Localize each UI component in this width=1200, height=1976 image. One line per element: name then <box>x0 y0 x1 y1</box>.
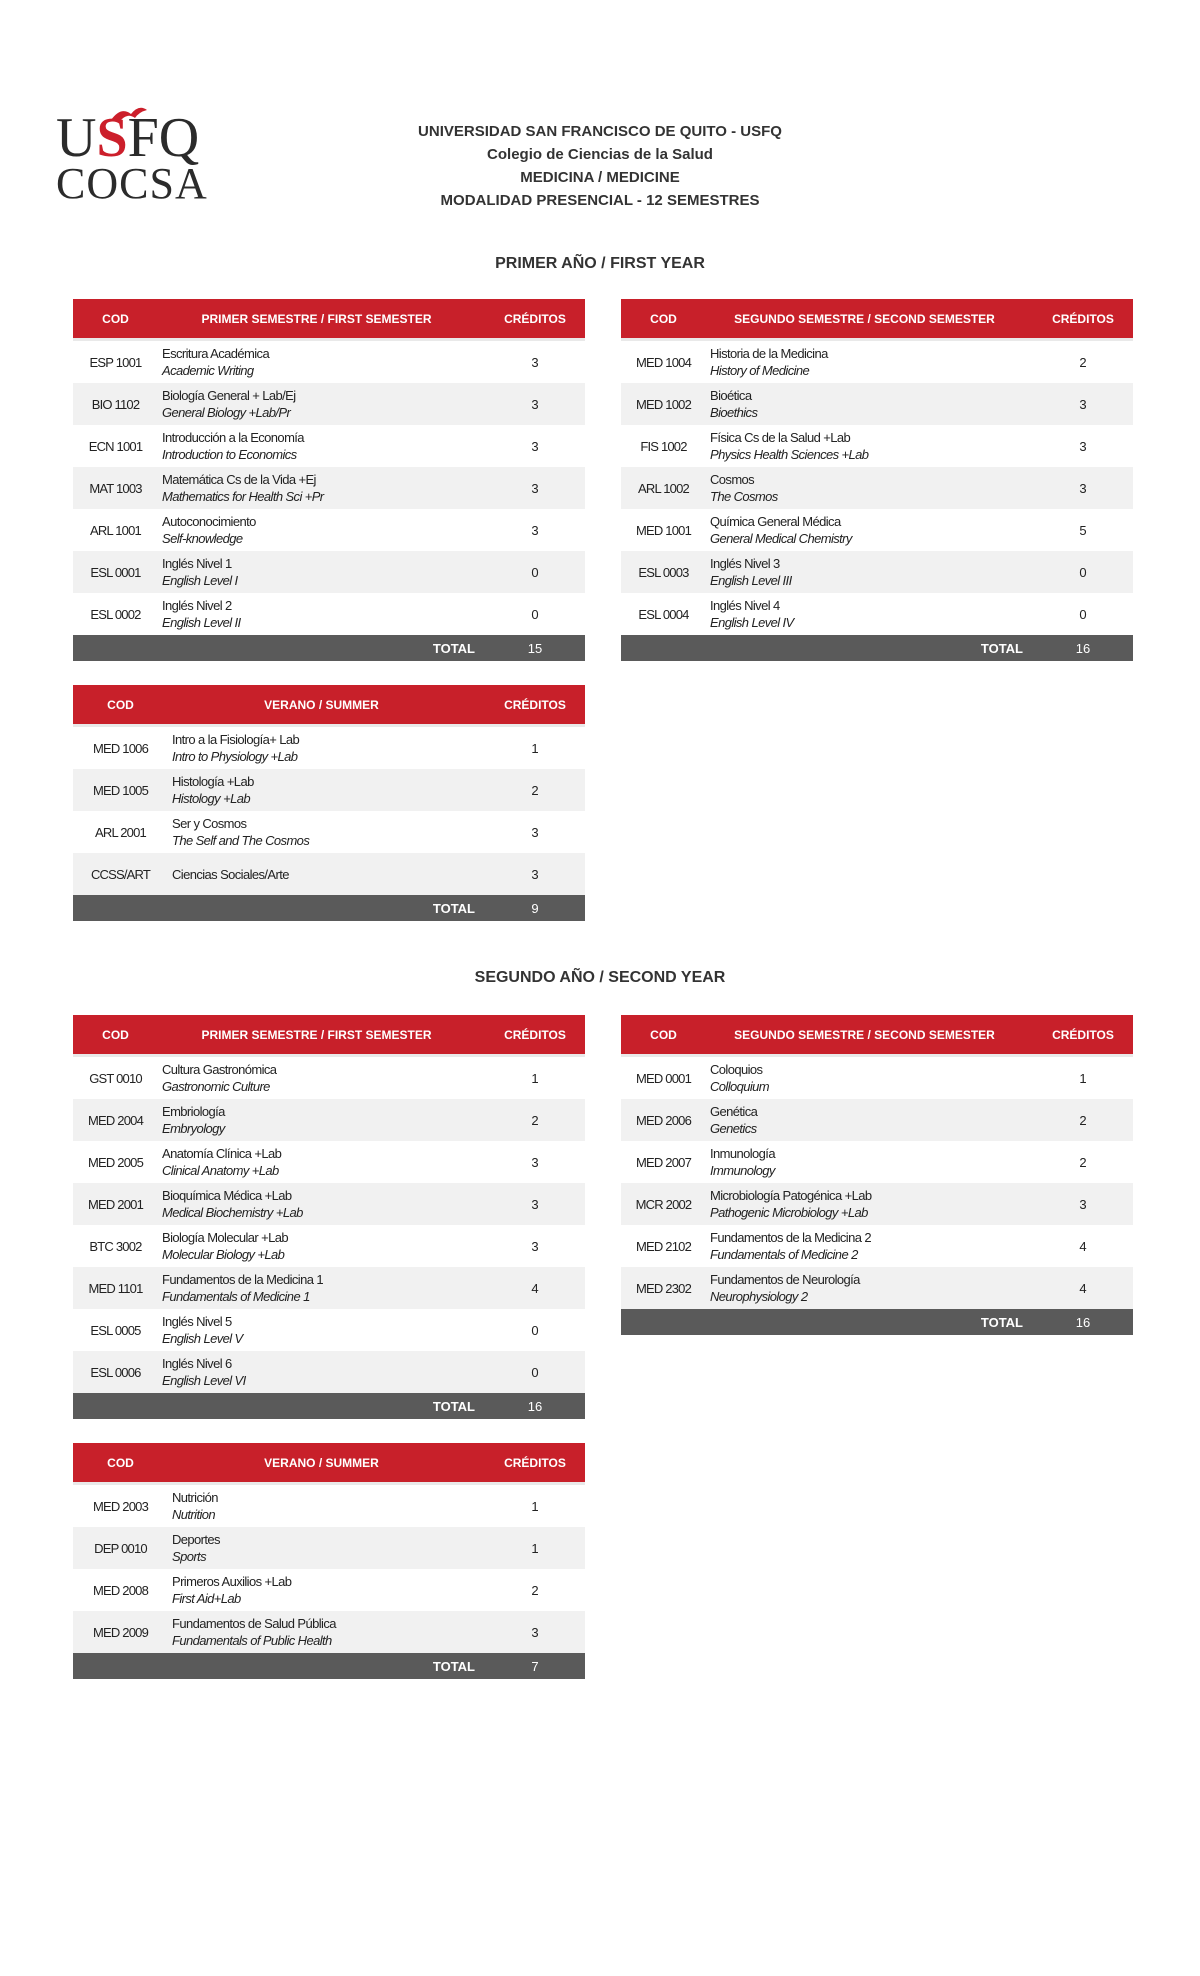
course-name-es: Química General Médica <box>710 514 841 529</box>
course-row <box>621 1183 1133 1225</box>
course-credits: 0 <box>531 1322 539 1338</box>
total-label: TOTAL <box>432 1658 475 1674</box>
course-row <box>73 853 585 895</box>
course-credits: 4 <box>1079 1238 1087 1254</box>
course-name <box>706 1061 1033 1095</box>
course-credits: 2 <box>1079 1154 1087 1170</box>
course-row <box>621 467 1133 509</box>
column-header-creditos: CRÉDITOS <box>504 1027 566 1042</box>
course-code: MED 2102 <box>635 1238 692 1254</box>
course-credits: 3 <box>531 1624 539 1640</box>
course-name-en: English Level IV <box>710 615 794 630</box>
course-name <box>158 1229 485 1263</box>
course-code: ARL 1002 <box>638 480 689 496</box>
total-label: TOTAL <box>432 640 475 656</box>
course-code: MAT 1003 <box>89 480 142 496</box>
course-name-es: Física Cs de la Salud +Lab <box>710 430 851 445</box>
course-row <box>621 383 1133 425</box>
course-credits: 3 <box>531 1238 539 1254</box>
course-row <box>621 425 1133 467</box>
course-name-es: Introducción a la Economía <box>162 430 304 445</box>
course-name-es: Historia de la Medicina <box>710 346 828 361</box>
course-name <box>158 1271 485 1305</box>
course-code: ARL 2001 <box>95 824 146 840</box>
column-header-semester: VERANO / SUMMER <box>264 1455 379 1470</box>
course-name <box>168 1573 485 1607</box>
course-row <box>621 1099 1133 1141</box>
course-row <box>621 1225 1133 1267</box>
course-name-en: Fundamentals of Public Health <box>172 1633 332 1648</box>
column-header-cod: COD <box>650 311 677 326</box>
course-name <box>706 1103 1033 1137</box>
course-code: MED 2006 <box>635 1112 692 1128</box>
course-row <box>621 593 1133 635</box>
table-total-row <box>73 1393 585 1419</box>
course-credits: 3 <box>531 438 539 454</box>
course-name-en: Medical Biochemistry +Lab <box>162 1205 303 1220</box>
university-name: UNIVERSIDAD SAN FRANCISCO DE QUITO - USFQ <box>418 123 782 140</box>
column-header-creditos: CRÉDITOS <box>504 311 566 326</box>
course-code: MED 2009 <box>92 1624 149 1640</box>
course-name-es: Matemática Cs de la Vida +Ej <box>162 472 316 487</box>
course-name-es: Coloquios <box>710 1062 763 1077</box>
course-name-es: Ciencias Sociales/Arte <box>172 866 289 882</box>
course-name-en: Intro to Physiology +Lab <box>172 749 298 764</box>
course-credits: 1 <box>531 1540 539 1556</box>
course-credits: 0 <box>1079 606 1087 622</box>
course-row <box>621 1267 1133 1309</box>
course-name-es: Primeros Auxilios +Lab <box>172 1574 292 1589</box>
course-name <box>168 1531 485 1565</box>
course-name-en: English Level II <box>162 615 241 630</box>
course-code: MED 2003 <box>92 1498 149 1514</box>
course-name-es: Inglés Nivel 6 <box>162 1356 232 1371</box>
column-header-semester: SEGUNDO SEMESTRE / SECOND SEMESTER <box>734 1027 995 1042</box>
program-modality: MODALIDAD PRESENCIAL - 12 SEMESTRES <box>440 192 760 209</box>
table-total-row <box>73 1653 585 1679</box>
course-name <box>168 773 485 807</box>
course-row <box>73 1611 585 1653</box>
course-code: MED 2001 <box>87 1196 144 1212</box>
course-name-es: Biología Molecular +Lab <box>162 1230 289 1245</box>
course-credits: 1 <box>531 1070 539 1086</box>
document-header <box>300 120 900 212</box>
course-name-es: Bioquímica Médica +Lab <box>162 1188 292 1203</box>
course-code: CCSS/ART <box>90 866 151 882</box>
column-header-cod: COD <box>102 311 129 326</box>
course-credits: 3 <box>531 824 539 840</box>
column-header-cod: COD <box>107 1455 134 1470</box>
course-name <box>158 555 485 589</box>
table-header <box>73 1443 585 1485</box>
column-header-creditos: CRÉDITOS <box>504 1455 566 1470</box>
course-row <box>621 1057 1133 1099</box>
course-name-en: Genetics <box>710 1121 757 1136</box>
table-total-row <box>621 1309 1133 1335</box>
course-code: MED 2008 <box>92 1582 149 1598</box>
course-name-es: Inglés Nivel 4 <box>710 598 780 613</box>
course-table-y2-first-semester <box>73 1015 585 1419</box>
course-name-en: English Level I <box>162 573 238 588</box>
course-name-en: Immunology <box>710 1163 775 1178</box>
course-credits: 2 <box>531 782 539 798</box>
course-name-es: Intro a la Fisiología+ Lab <box>172 732 300 747</box>
course-name-en: Nutrition <box>172 1507 216 1522</box>
total-credits: 16 <box>1075 640 1091 656</box>
course-name-en: Histology +Lab <box>172 791 250 806</box>
course-credits: 2 <box>1079 354 1087 370</box>
course-code: MCR 2002 <box>635 1196 692 1212</box>
course-credits: 3 <box>1079 396 1087 412</box>
course-name-es: Fundamentos de Salud Pública <box>172 1616 336 1631</box>
course-name-en: Colloquium <box>710 1079 770 1094</box>
course-code: MED 1004 <box>635 354 692 370</box>
course-name-en: First Aid+Lab <box>172 1591 241 1606</box>
course-credits: 3 <box>1079 438 1087 454</box>
course-code: MED 2005 <box>87 1154 144 1170</box>
table-header <box>621 1015 1133 1057</box>
course-credits: 2 <box>531 1112 539 1128</box>
course-code: ESL 0003 <box>638 564 689 580</box>
total-label: TOTAL <box>432 1398 475 1414</box>
course-name-es: Anatomía Clínica +Lab <box>162 1146 282 1161</box>
course-name-es: Histología +Lab <box>172 774 254 789</box>
course-name <box>168 1489 485 1523</box>
total-credits: 15 <box>527 640 543 656</box>
course-credits: 1 <box>1079 1070 1087 1086</box>
course-name <box>168 731 485 765</box>
course-name <box>706 429 1033 463</box>
course-code: MED 1005 <box>92 782 149 798</box>
course-name-en: Molecular Biology +Lab <box>162 1247 285 1262</box>
course-row <box>73 1183 585 1225</box>
course-name-en: Physics Health Sciences +Lab <box>710 447 869 462</box>
course-name-en: English Level V <box>162 1331 243 1346</box>
course-code: BTC 3002 <box>89 1238 142 1254</box>
course-code: ESL 0005 <box>90 1322 141 1338</box>
course-name <box>706 387 1033 421</box>
course-name-en: Academic Writing <box>162 363 254 378</box>
course-name-es: Nutrición <box>172 1490 218 1505</box>
course-credits: 1 <box>531 1498 539 1514</box>
course-code: MED 1101 <box>88 1280 143 1296</box>
total-label: TOTAL <box>980 1314 1023 1330</box>
course-code: MED 1001 <box>635 522 692 538</box>
total-credits: 16 <box>527 1398 543 1414</box>
course-name-en: Mathematics for Health Sci +Pr <box>162 489 324 504</box>
course-credits: 1 <box>531 740 539 756</box>
course-row <box>73 509 585 551</box>
course-credits: 0 <box>531 606 539 622</box>
course-name-en: Gastronomic Culture <box>162 1079 270 1094</box>
course-credits: 4 <box>531 1280 539 1296</box>
course-row <box>73 1527 585 1569</box>
course-name-es: Inglés Nivel 3 <box>710 556 780 571</box>
course-row <box>73 425 585 467</box>
course-row <box>73 551 585 593</box>
course-row <box>73 341 585 383</box>
table-header <box>73 299 585 341</box>
course-name-es: Cultura Gastronómica <box>162 1062 277 1077</box>
table-header <box>73 685 585 727</box>
course-credits: 3 <box>531 480 539 496</box>
course-name-es: Fundamentos de la Medicina 1 <box>162 1272 323 1287</box>
course-name <box>158 387 485 421</box>
year-title-first: PRIMER AÑO / FIRST YEAR <box>495 255 705 272</box>
course-code: ARL 1001 <box>90 522 141 538</box>
course-row <box>73 727 585 769</box>
course-name <box>158 1061 485 1095</box>
course-name-en: General Medical Chemistry <box>710 531 852 546</box>
table-header <box>73 1015 585 1057</box>
course-row <box>73 1351 585 1393</box>
course-name <box>706 597 1033 631</box>
course-name-es: Microbiología Patogénica +Lab <box>710 1188 872 1203</box>
course-name <box>706 1229 1033 1263</box>
course-code: MED 0001 <box>635 1070 692 1086</box>
course-credits: 3 <box>531 396 539 412</box>
course-name-en: Neurophysiology 2 <box>710 1289 808 1304</box>
course-name-en: General Biology +Lab/Pr <box>162 405 291 420</box>
course-row <box>73 1057 585 1099</box>
course-row <box>73 593 585 635</box>
course-code: ECN 1001 <box>88 438 143 454</box>
course-name-es: Autoconocimiento <box>162 514 256 529</box>
course-row <box>73 811 585 853</box>
course-name-es: Inglés Nivel 1 <box>162 556 232 571</box>
course-name <box>158 513 485 547</box>
course-credits: 3 <box>1079 480 1087 496</box>
course-row <box>621 1141 1133 1183</box>
course-name <box>168 1615 485 1649</box>
course-row <box>621 551 1133 593</box>
column-header-cod: COD <box>102 1027 129 1042</box>
course-name <box>706 471 1033 505</box>
course-name <box>158 1145 485 1179</box>
year-title-second: SEGUNDO AÑO / SECOND YEAR <box>474 969 726 986</box>
column-header-semester: PRIMER SEMESTRE / FIRST SEMESTER <box>201 1027 432 1042</box>
course-code: ESL 0002 <box>90 606 141 622</box>
course-row <box>73 1099 585 1141</box>
course-code: ESL 0001 <box>90 564 141 580</box>
table-header <box>621 299 1133 341</box>
course-name-es: Embriología <box>162 1104 225 1119</box>
course-name-en: The Cosmos <box>710 489 778 504</box>
logo-usfq: USFQ <box>56 107 200 169</box>
course-credits: 2 <box>531 1582 539 1598</box>
course-name <box>168 866 485 883</box>
course-code: MED 1002 <box>635 396 692 412</box>
table-total-row <box>621 635 1133 661</box>
course-row <box>73 1309 585 1351</box>
course-name <box>158 429 485 463</box>
course-name-es: Escritura Académica <box>162 346 270 361</box>
course-name-en: Bioethics <box>710 405 758 420</box>
course-credits: 4 <box>1079 1280 1087 1296</box>
course-row <box>73 1141 585 1183</box>
course-credits: 0 <box>531 1364 539 1380</box>
course-name <box>158 1355 485 1389</box>
course-name-en: History of Medicine <box>710 363 810 378</box>
course-name <box>168 815 485 849</box>
course-row <box>621 341 1133 383</box>
total-credits: 7 <box>531 1658 539 1674</box>
course-credits: 3 <box>531 1154 539 1170</box>
course-name <box>158 345 485 379</box>
course-credits: 3 <box>531 522 539 538</box>
course-row <box>73 1485 585 1527</box>
course-name <box>706 345 1033 379</box>
course-table-y2-second-semester <box>621 1015 1133 1335</box>
course-name-es: Ser y Cosmos <box>172 816 247 831</box>
column-header-creditos: CRÉDITOS <box>1052 1027 1114 1042</box>
course-row <box>73 1225 585 1267</box>
total-label: TOTAL <box>432 900 475 916</box>
table-total-row <box>73 635 585 661</box>
course-name-es: Fundamentos de Neurología <box>710 1272 860 1287</box>
course-code: ESL 0004 <box>638 606 689 622</box>
course-credits: 0 <box>1079 564 1087 580</box>
course-row <box>73 769 585 811</box>
course-credits: 3 <box>531 1196 539 1212</box>
total-credits: 9 <box>531 900 539 916</box>
course-code: DEP 0010 <box>94 1540 147 1556</box>
course-name-en: Fundamentals of Medicine 1 <box>162 1289 310 1304</box>
course-name <box>706 555 1033 589</box>
course-code: GST 0010 <box>89 1070 142 1086</box>
course-name-en: Embryology <box>162 1121 225 1136</box>
course-name-en: The Self and The Cosmos <box>172 833 310 848</box>
course-credits: 2 <box>1079 1112 1087 1128</box>
course-name-en: Fundamentals of Medicine 2 <box>710 1247 858 1262</box>
course-name-es: Bioética <box>710 388 752 403</box>
course-code: ESP 1001 <box>89 354 142 370</box>
course-name-en: Pathogenic Microbiology +Lab <box>710 1205 868 1220</box>
course-name-en: Sports <box>172 1549 206 1564</box>
course-code: MED 2007 <box>635 1154 692 1170</box>
course-name <box>158 471 485 505</box>
course-code: FIS 1002 <box>640 438 687 454</box>
course-table-y1-first-semester <box>73 299 585 661</box>
column-header-cod: COD <box>650 1027 677 1042</box>
column-header-creditos: CRÉDITOS <box>1052 311 1114 326</box>
course-row <box>73 1267 585 1309</box>
course-code: MED 2302 <box>635 1280 692 1296</box>
course-code: MED 2004 <box>87 1112 144 1128</box>
course-code: ESL 0006 <box>90 1364 141 1380</box>
column-header-cod: COD <box>107 697 134 712</box>
course-name-es: Fundamentos de la Medicina 2 <box>710 1230 871 1245</box>
course-credits: 3 <box>531 354 539 370</box>
course-name <box>706 1187 1033 1221</box>
logo-cocsa: COCSA <box>56 159 208 208</box>
program-name: MEDICINA / MEDICINE <box>520 169 680 186</box>
course-name-es: Cosmos <box>710 472 755 487</box>
table-total-row <box>73 895 585 921</box>
course-name <box>706 513 1033 547</box>
usfq-cocsa-logo <box>56 107 236 210</box>
course-name <box>158 1313 485 1347</box>
total-credits: 16 <box>1075 1314 1091 1330</box>
college-name: Colegio de Ciencias de la Salud <box>487 146 713 163</box>
course-name-en: Introduction to Economics <box>162 447 297 462</box>
course-name-es: Genética <box>710 1104 758 1119</box>
course-code: BIO 1102 <box>91 396 140 412</box>
course-name-es: Inmunología <box>710 1146 775 1161</box>
total-label: TOTAL <box>980 640 1023 656</box>
column-header-semester: SEGUNDO SEMESTRE / SECOND SEMESTER <box>734 311 995 326</box>
course-row <box>73 1569 585 1611</box>
course-table-y1-second-semester <box>621 299 1133 661</box>
course-name-es: Biología General + Lab/Ej <box>162 388 296 403</box>
course-name <box>706 1271 1033 1305</box>
course-name-es: Deportes <box>172 1532 220 1547</box>
course-row <box>621 509 1133 551</box>
course-row <box>73 467 585 509</box>
course-name-en: Clinical Anatomy +Lab <box>162 1163 279 1178</box>
course-table-y2-summer <box>73 1443 585 1679</box>
course-code: MED 1006 <box>92 740 149 756</box>
course-name-en: Self-knowledge <box>162 531 243 546</box>
course-name <box>158 597 485 631</box>
course-name-en: English Level VI <box>162 1373 246 1388</box>
course-credits: 3 <box>531 866 539 882</box>
course-name <box>158 1103 485 1137</box>
column-header-semester: VERANO / SUMMER <box>264 697 379 712</box>
course-name-en: English Level III <box>710 573 792 588</box>
course-credits: 0 <box>531 564 539 580</box>
course-name-es: Inglés Nivel 5 <box>162 1314 232 1329</box>
course-name <box>706 1145 1033 1179</box>
course-name-es: Inglés Nivel 2 <box>162 598 232 613</box>
course-table-y1-summer <box>73 685 585 921</box>
column-header-semester: PRIMER SEMESTRE / FIRST SEMESTER <box>201 311 432 326</box>
course-credits: 5 <box>1079 522 1087 538</box>
column-header-creditos: CRÉDITOS <box>504 697 566 712</box>
course-row <box>73 383 585 425</box>
course-name <box>158 1187 485 1221</box>
course-credits: 3 <box>1079 1196 1087 1212</box>
